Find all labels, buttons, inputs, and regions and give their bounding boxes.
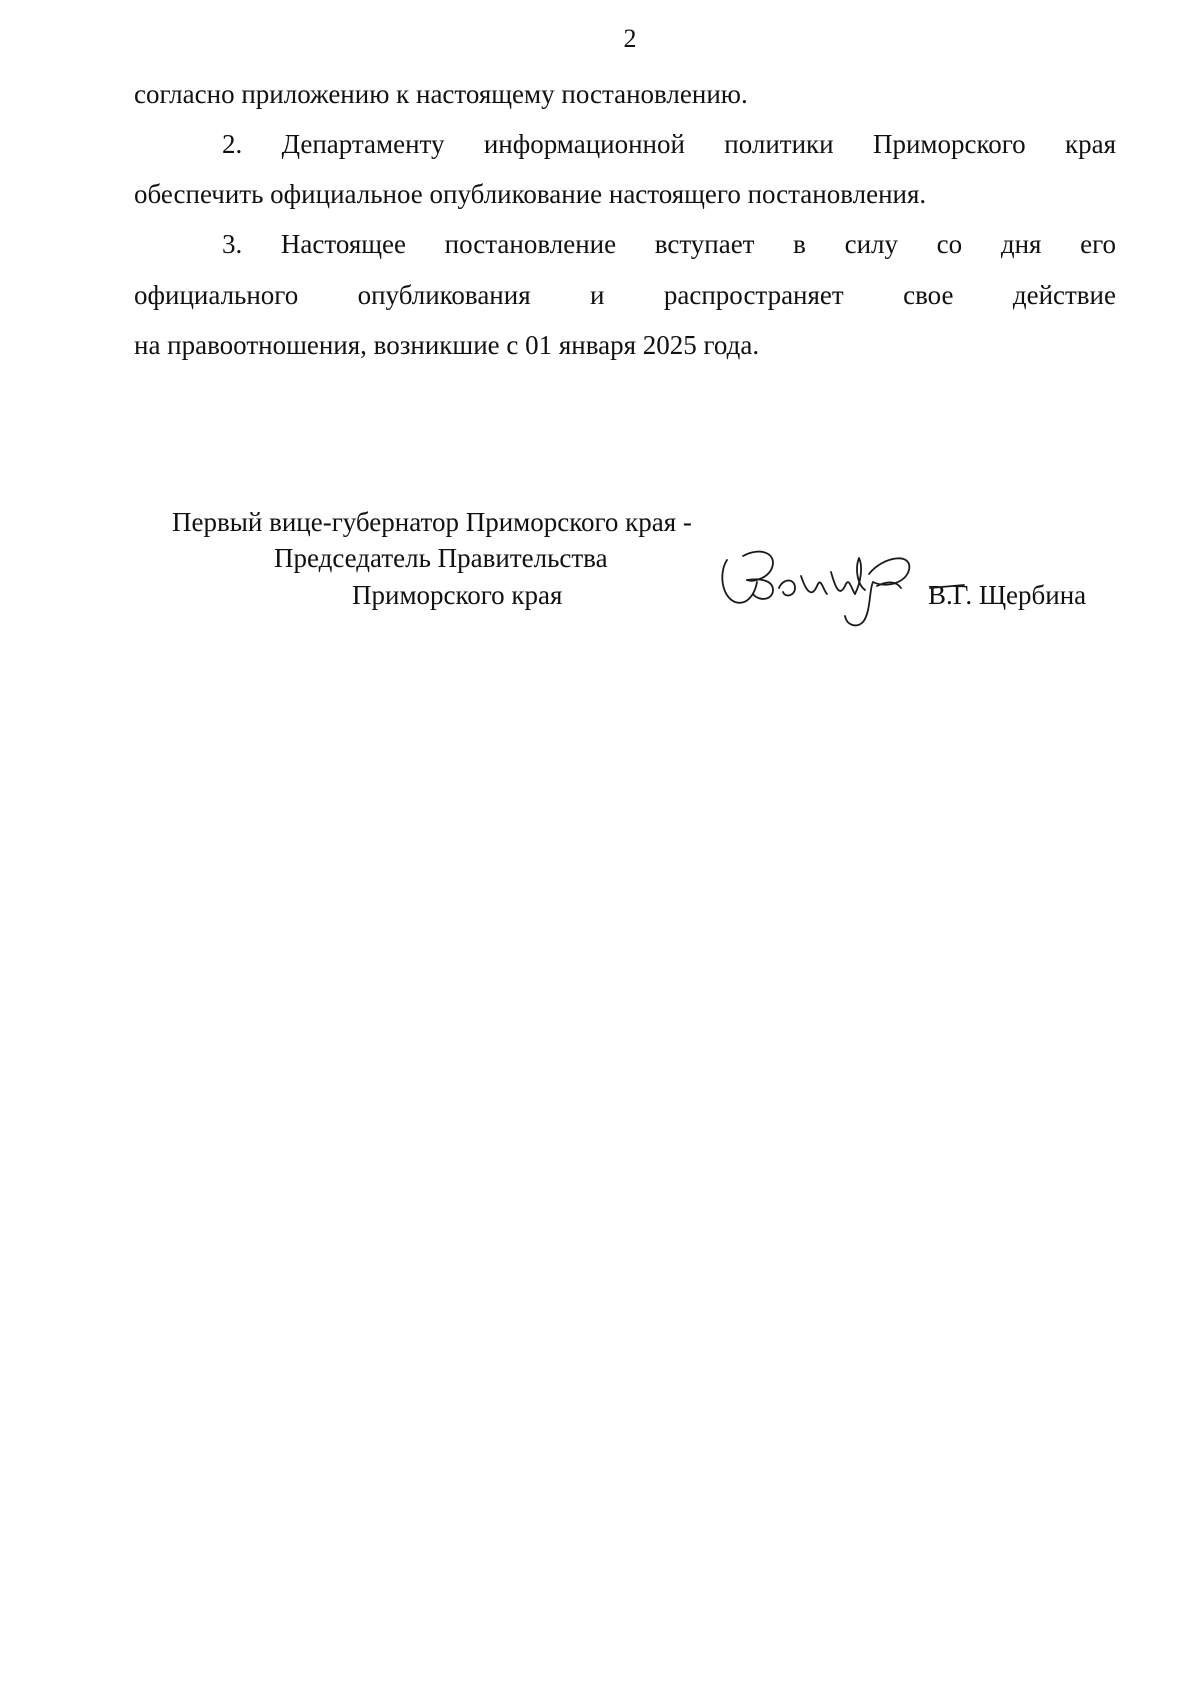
paragraph-3-line-1: 3. Настоящее постановление вступает в силу со дня его xyxy=(222,229,1116,259)
paragraph-2-line-2: обеспечить официальное опубликование настоящего постановления. xyxy=(134,179,927,209)
signer-title-line-3: Приморского края xyxy=(352,580,563,610)
paragraph-2-line-1: 2. Департаменту информационной политики Приморского края xyxy=(222,129,1116,159)
page-number: 2 xyxy=(623,24,637,53)
paragraph-3-line-3: на правоотношения, возникшие с 01 января 2025 года. xyxy=(134,330,760,360)
signer-title-line-2: Председатель Правительства xyxy=(274,543,608,573)
paragraph-1-line: согласно приложению к настоящему постановлению. xyxy=(134,79,748,109)
paragraph-3-line-2: официального опубликования и распространяет свое действие xyxy=(134,280,1116,310)
signature-stroke-icon xyxy=(928,580,968,592)
signer-name: В.Г. Щербина xyxy=(928,580,1087,610)
signature-block xyxy=(160,506,1120,646)
signer-title-line-1: Первый вице-губернатор Приморского края - xyxy=(172,507,692,537)
handwritten-signature-icon xyxy=(713,542,923,632)
